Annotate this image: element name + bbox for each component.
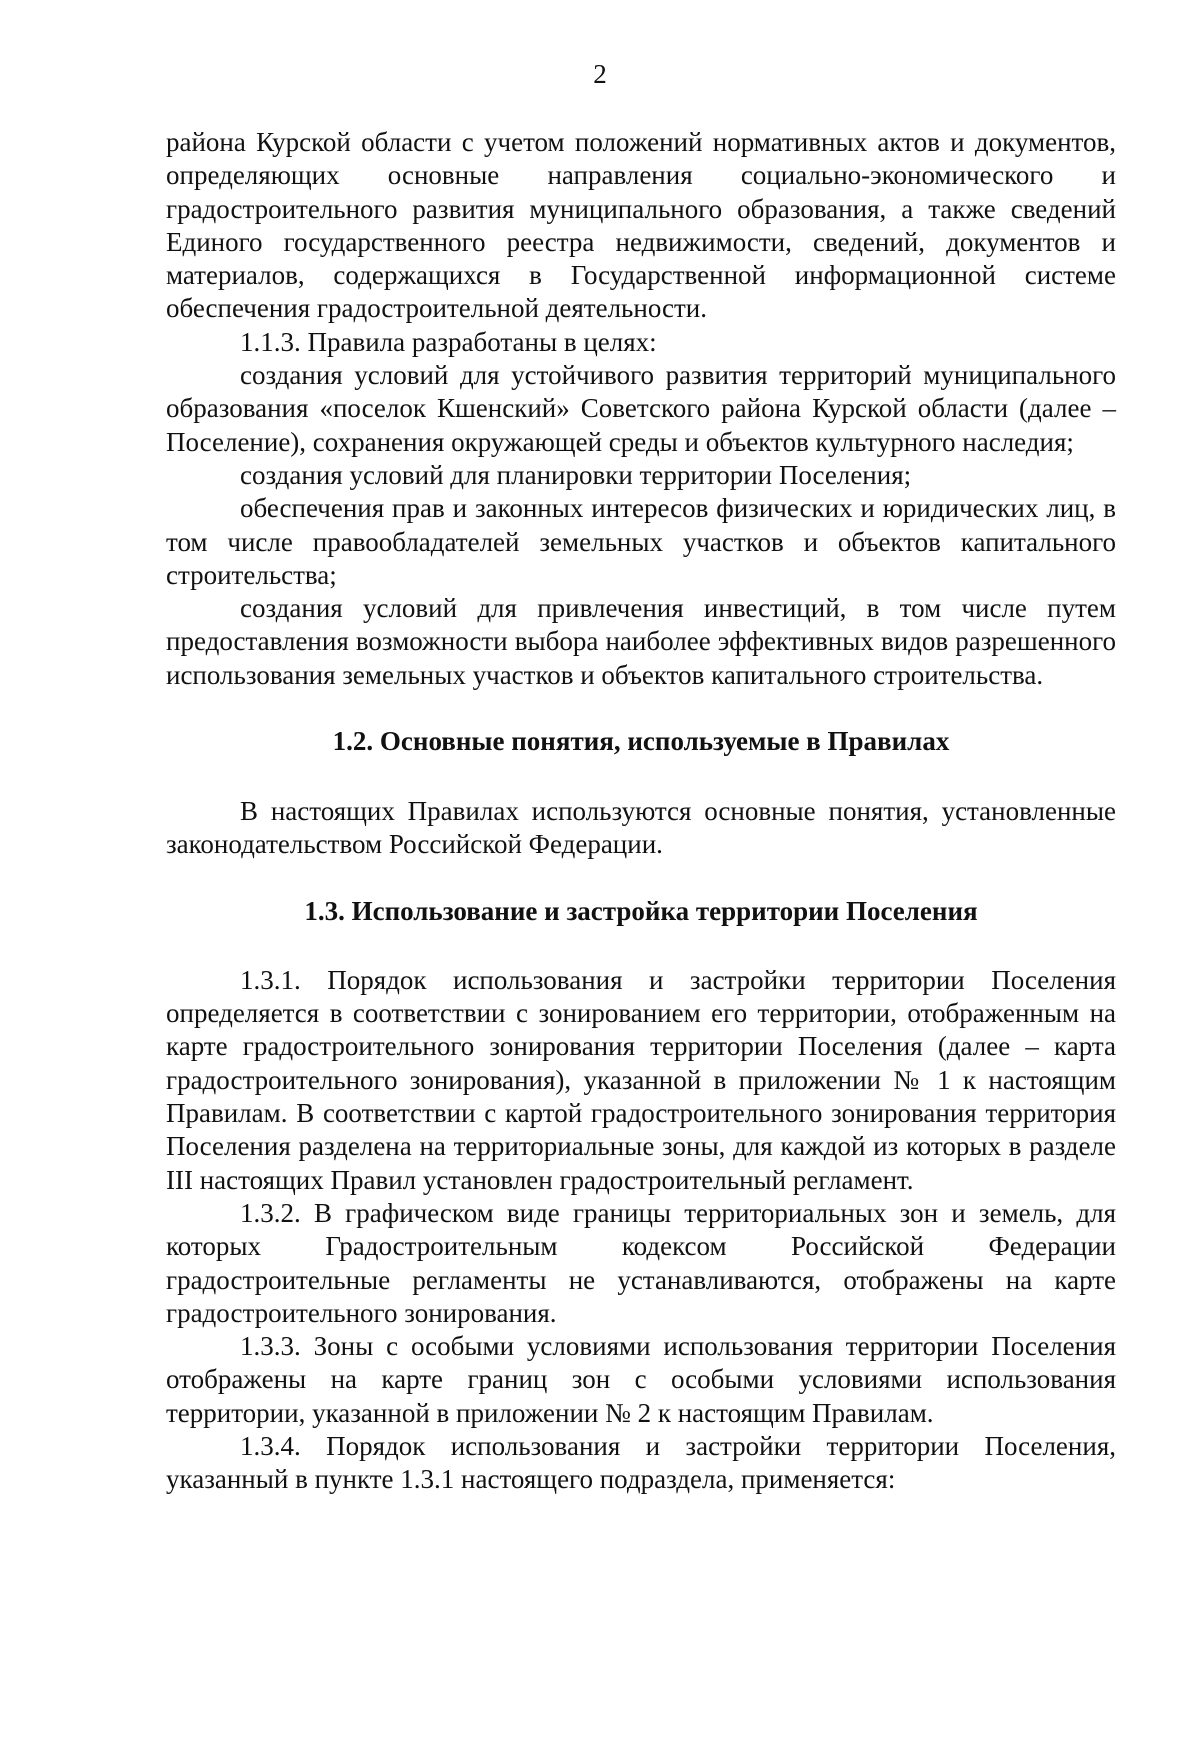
spacer — [166, 759, 1116, 795]
paragraph: создания условий для устойчивого развития территорий муниципального образования «поселок Кшенский» Советского района Курской области (далее – Поселение), сохранения окружающей среды и объектов культурного наследия; — [166, 360, 1116, 457]
paragraph: 1.3.3. Зоны с особыми условиями использования территории Поселения отображены на карте границ зон с особыми условиями использования территории, указанной в приложении № 2 к настоящим Правилам. — [166, 1331, 1116, 1428]
paragraph: создания условий для планировки территории Поселения; — [240, 459, 912, 490]
paragraph: 1.3.4. Порядок использования и застройки территории Поселения, указанный в пункте 1.3.1 настоящего подраздела, применяется: — [166, 1430, 1116, 1495]
spacer — [166, 861, 1116, 894]
section-heading-1-2: 1.2. Основные понятия, используемые в Правилах — [332, 726, 950, 757]
paragraph: района Курской области с учетом положений нормативных актов и документов, определяющих основные направления социально-экономического и градостроительного развития муниципального образования, а также сведений Единого государственного реестра недвижимости, сведений, документов и материалов, содержащихся в Государственной информационной системе обеспечения градостроительной деятельности. — [166, 127, 1116, 324]
paragraph: создания условий для привлечения инвестиций, в том числе путем предоставления возможности выбора наиболее эффективных видов разрешенного использования земельных участков и объектов капитального строительства. — [166, 593, 1116, 690]
paragraph: В настоящих Правилах используются основные понятия, установленные законодательством Российской Федерации. — [166, 795, 1116, 859]
section-heading-1-3: 1.3. Использование и застройка территории Поселения — [304, 895, 978, 926]
document-body — [166, 126, 1116, 1497]
page-number: 2 — [593, 59, 607, 89]
paragraph: 1.3.1. Порядок использования и застройки территории Поселения определяется в соответствии с зонированием его территории, отображенным на карте градостроительного зонирования территории Поселения (далее – карта градостроительного зонирования), указанной в приложении № 1 к настоящим Правилам. В соответствии с картой градостроительного зонирования территория Поселения разделена на территориальные зоны, для каждой из которых в разделе III настоящих Правил установлен градостроительный регламент. — [166, 964, 1116, 1195]
spacer — [166, 928, 1116, 964]
paragraph: обеспечения прав и законных интересов физических и юридических лиц, в том числе правообладателей земельных участков и объектов капитального строительства; — [166, 493, 1116, 590]
paragraph: 1.1.3. Правила разработаны в целях: — [240, 326, 657, 357]
paragraph: 1.3.2. В графическом виде границы территориальных зон и земель, для которых Градостроительным кодексом Российской Федерации градостроительные регламенты не устанавливаются, отображены на карте градостроительного зонирования. — [166, 1197, 1116, 1328]
spacer — [166, 692, 1116, 725]
